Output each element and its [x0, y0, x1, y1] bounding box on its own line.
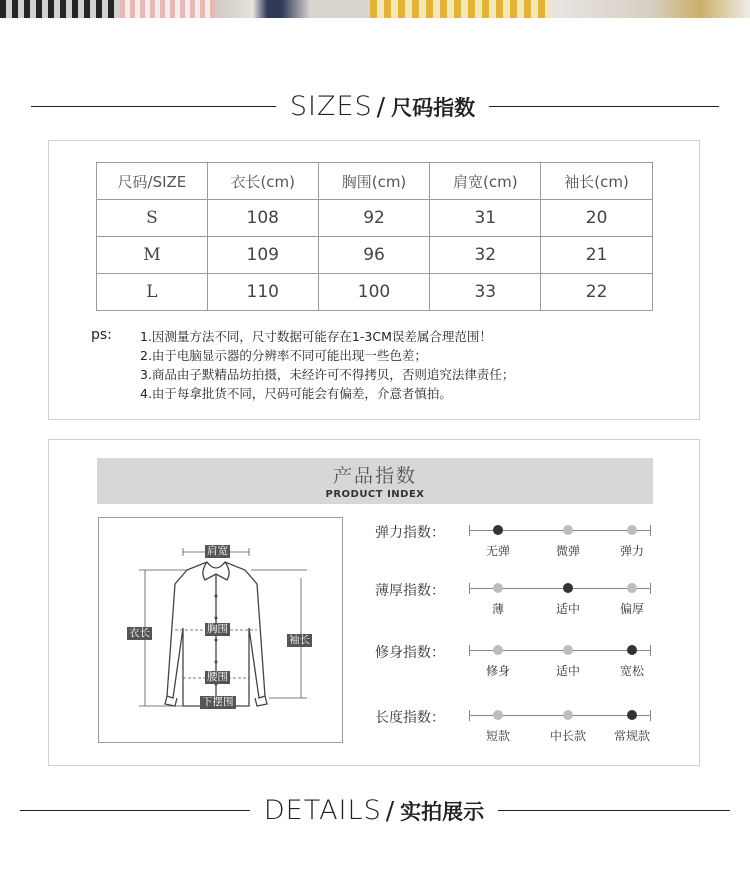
index-label: 薄厚指数：: [375, 583, 445, 599]
index-label: 弹力指数：: [375, 525, 445, 541]
product-photo: [370, 0, 550, 18]
table-cell: 33: [430, 274, 541, 311]
product-index-subtitle: PRODUCT INDEX: [325, 489, 425, 500]
index-dot: [493, 710, 503, 720]
divider: [20, 810, 250, 811]
note-item: 1.因测量方法不同，尺寸数据可能存在1-3CM误差属合理范围！: [140, 329, 492, 344]
table-header-row: [97, 163, 653, 200]
index-dot: [627, 525, 637, 535]
index-option-label: 薄: [491, 602, 505, 616]
track-end-cap: [469, 525, 470, 536]
waist-label: 腰围: [207, 671, 228, 683]
index-option-label: 修身: [485, 664, 511, 678]
sizes-heading: [0, 88, 750, 124]
column-header: 尺码/SIZE: [97, 163, 208, 200]
table-cell: 108: [207, 200, 318, 237]
product-index-banner: [97, 458, 653, 504]
details-heading-en: DETAILS: [263, 794, 382, 826]
divider: [489, 106, 719, 107]
index-row-thickness: [375, 580, 655, 630]
size-table: [96, 162, 653, 311]
table-cell: 20: [541, 200, 653, 237]
table-cell: 21: [541, 237, 653, 274]
table-cell: 22: [541, 274, 653, 311]
details-heading-cn: 实拍展示: [400, 799, 485, 824]
track-end-cap: [469, 645, 470, 656]
hem-label: 下摆围: [202, 696, 234, 708]
index-dot-selected: [627, 645, 637, 655]
track-end-cap: [469, 710, 470, 721]
track-end-cap: [650, 583, 651, 594]
index-dot: [627, 583, 637, 593]
index-option-label: 适中: [555, 602, 581, 616]
column-header: 胸围(cm): [318, 163, 430, 200]
index-option-label: 微弹: [555, 544, 581, 558]
index-dot: [563, 645, 573, 655]
product-photo: [215, 0, 310, 18]
index-dot-selected: [563, 583, 573, 593]
index-dot: [563, 525, 573, 535]
divider: [31, 106, 276, 107]
notes-list: [140, 327, 640, 403]
note-item: 3.商品由子默精品坊拍摄，未经许可不得拷贝，否则追究法律责任；: [140, 367, 515, 382]
index-option-label: 适中: [555, 664, 581, 678]
index-dot: [493, 583, 503, 593]
index-row-elasticity: [375, 522, 655, 572]
chest-label: 胸围: [207, 623, 228, 635]
column-header: 肩宽(cm): [430, 163, 541, 200]
sizes-heading-cn: 尺码指数: [391, 95, 476, 120]
divider: [498, 810, 730, 811]
table-row: [97, 200, 653, 237]
notes-prefix: ps:: [91, 327, 112, 343]
index-option-label: 常规款: [613, 729, 651, 743]
size-cell: L: [97, 274, 208, 311]
table-cell: 31: [430, 200, 541, 237]
table-row: [97, 274, 653, 311]
length-label: 衣长: [129, 627, 150, 639]
photo-strip: [0, 0, 750, 18]
product-index-panel: [48, 439, 700, 766]
index-option-label: 中长款: [549, 729, 587, 743]
index-dot-selected: [627, 710, 637, 720]
table-row: [97, 237, 653, 274]
column-header: 衣长(cm): [207, 163, 318, 200]
index-row-fit: [375, 642, 655, 692]
column-header: 袖长(cm): [541, 163, 653, 200]
index-option-label: 宽松: [619, 664, 645, 678]
table-cell: 109: [207, 237, 318, 274]
product-photo: [0, 0, 120, 18]
product-index-title: 产品指数: [332, 465, 417, 487]
track-end-cap: [650, 710, 651, 721]
track-end-cap: [650, 645, 651, 656]
track-end-cap: [650, 525, 651, 536]
index-option-label: 无弹: [485, 544, 511, 558]
note-item: 4.由于每拿批货不同，尺码可能会有偏差，介意者慎拍。: [140, 386, 452, 401]
index-row-length: [375, 707, 655, 757]
index-dot: [563, 710, 573, 720]
shoulder-label: 肩宽: [207, 545, 228, 557]
heading-separator: /: [376, 91, 386, 121]
table-cell: 92: [318, 200, 430, 237]
table-cell: 32: [430, 237, 541, 274]
index-option-label: 弹力: [619, 544, 645, 558]
size-cell: S: [97, 200, 208, 237]
product-photo: [310, 0, 370, 18]
index-label: 修身指数：: [375, 645, 445, 661]
index-label: 长度指数：: [375, 710, 445, 726]
size-chart-panel: [48, 140, 700, 420]
sizes-heading-en: SIZES: [289, 90, 373, 122]
table-cell: 100: [318, 274, 430, 311]
index-dot-selected: [493, 525, 503, 535]
sleeve-label: 袖长: [289, 634, 310, 646]
product-photo: [550, 0, 750, 18]
table-cell: 110: [207, 274, 318, 311]
measurement-diagram: [98, 517, 343, 743]
index-option-label: 短款: [485, 729, 511, 743]
size-cell: M: [97, 237, 208, 274]
index-dot: [493, 645, 503, 655]
index-option-label: 偏厚: [619, 602, 645, 616]
note-item: 2.由于电脑显示器的分辨率不同可能出现一些色差；: [140, 348, 427, 363]
heading-separator: /: [385, 795, 395, 825]
details-heading: [0, 790, 750, 830]
table-cell: 96: [318, 237, 430, 274]
track-end-cap: [469, 583, 470, 594]
product-photo: [120, 0, 215, 18]
